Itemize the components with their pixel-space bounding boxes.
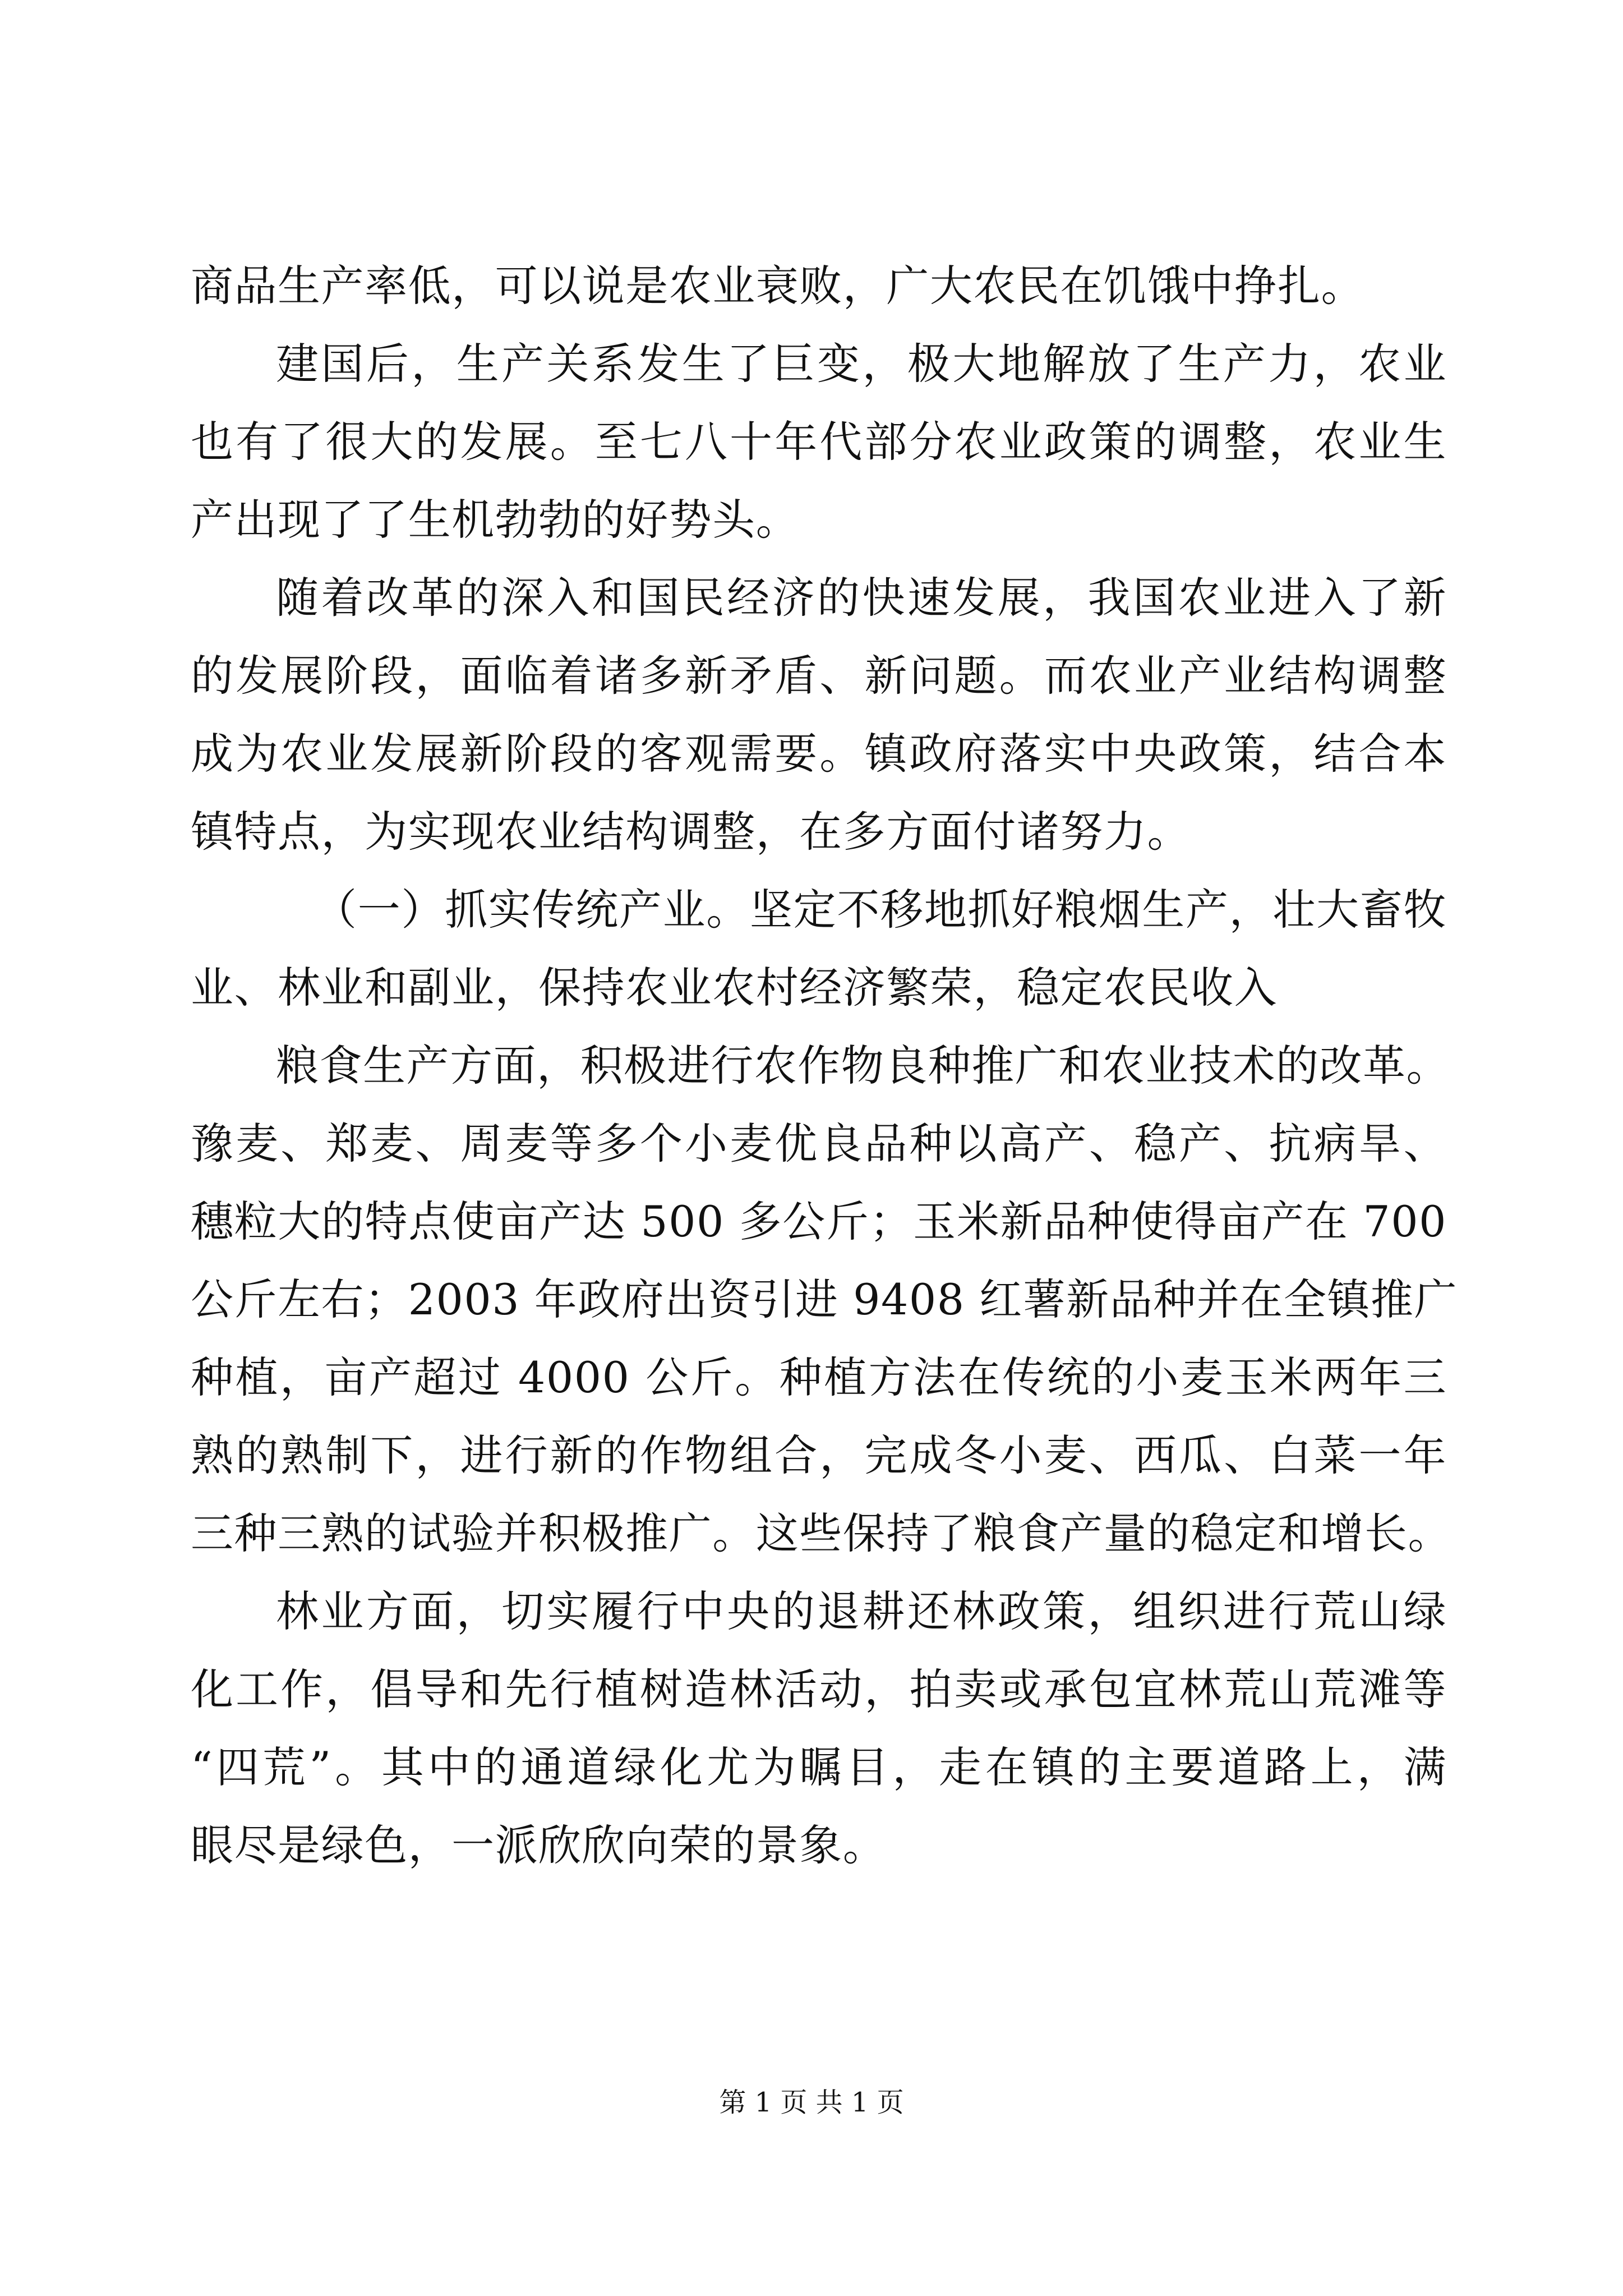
paragraph-line: 化工作，倡导和先行植树造林活动，拍卖或承包宜林荒山荒滩等: [191, 1664, 1447, 1714]
paragraph-line: 商品生产率低，可以说是农业衰败，广大农民在饥饿中挣扎。: [191, 261, 1365, 311]
paragraph-line: 三种三熟的试验并积极推广。这些保持了粮食产量的稳定和增长。: [191, 1508, 1452, 1558]
paragraph-line: 粮食生产方面，积极进行农作物良种推广和农业技术的改革。: [276, 1041, 1450, 1091]
section-heading-line: 业、林业和副业，保持农业农村经济繁荣，稳定农民收入: [191, 963, 1278, 1013]
section-heading-line: （一）抓实传统产业。坚定不移地抓好粮烟生产，壮大畜牧: [314, 885, 1447, 935]
paragraph-line: 建国后，生产关系发生了巨变，极大地解放了生产力，农业: [276, 339, 1447, 389]
paragraph-line: 豫麦、郑麦、周麦等多个小麦优良品种以高产、稳产、抗病旱、: [191, 1119, 1447, 1168]
page-footer: [0, 2086, 1623, 2119]
paragraph-line: 林业方面，切实履行中央的退耕还林政策，组织进行荒山绿: [276, 1586, 1447, 1636]
paragraph-line: 也有了很大的发展。至七八十年代部分农业政策的调整，农业生: [191, 417, 1447, 467]
paragraph-line: 穗粒大的特点使亩产达 500 多公斤；玉米新品种使得亩产在 700: [191, 1197, 1447, 1246]
page-number-text: 第 1 页 共 1 页: [719, 2087, 904, 2118]
paragraph-line: “四荒”。其中的通道绿化尤为瞩目，走在镇的主要道路上，满: [191, 1742, 1447, 1792]
paragraph-line: 种植，亩产超过 4000 公斤。种植方法在传统的小麦玉米两年三: [191, 1352, 1447, 1402]
paragraph-line: 眼尽是绿色，一派欣欣向荣的景象。: [191, 1820, 887, 1870]
paragraph-line: 公斤左右；2003 年政府出资引进 9408 红薯新品种并在全镇推广: [191, 1274, 1458, 1324]
paragraph-line: 产出现了了生机勃勃的好势头。: [191, 495, 800, 545]
document-body: [191, 247, 1458, 1884]
paragraph-line: 的发展阶段，面临着诸多新矛盾、新问题。而农业产业结构调整: [191, 651, 1447, 701]
paragraph-line: 成为农业发展新阶段的客观需要。镇政府落实中央政策，结合本: [191, 729, 1447, 779]
paragraph-line: 熟的熟制下，进行新的作物组合，完成冬小麦、西瓜、白菜一年: [191, 1430, 1447, 1480]
paragraph-line: 镇特点，为实现农业结构调整，在多方面付诸努力。: [191, 807, 1191, 857]
paragraph-line: 随着改革的深入和国民经济的快速发展，我国农业进入了新: [276, 573, 1447, 623]
